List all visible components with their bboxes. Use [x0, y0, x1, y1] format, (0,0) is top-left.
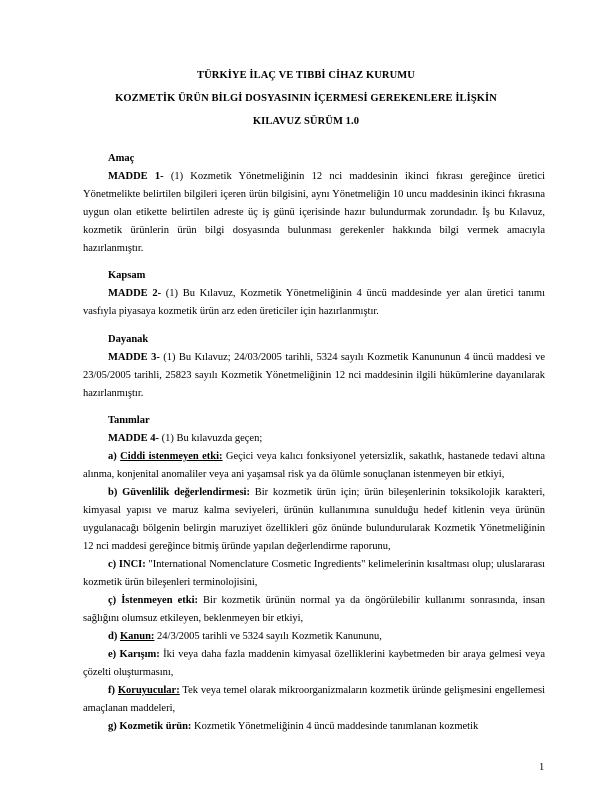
section-heading: Amaç — [108, 153, 135, 164]
definition-item — [83, 682, 545, 718]
definition-text: 24/3/2005 tarihli ve 5324 sayılı Kozmetik Kanununu, — [154, 631, 382, 642]
definition-term: Kozmetik ürün: — [119, 721, 192, 732]
definition-item — [83, 628, 545, 646]
definition-letter: b) — [108, 487, 123, 498]
document-title-line-2: KOZMETİK ÜRÜN BİLGİ DOSYASININ İÇERMESİ GEREKENLERE İLİŞKİN — [115, 93, 497, 104]
document-title-line-1: TÜRKİYE İLAÇ VE TIBBİ CİHAZ KURUMU — [196, 70, 415, 81]
definition-item — [83, 484, 545, 556]
page-number: 1 — [539, 762, 545, 773]
definition-letter: c) — [108, 559, 119, 570]
definition-term: Karışım: — [119, 649, 160, 660]
section-heading: Dayanak — [108, 334, 149, 345]
document-title-line-3: KILAVUZ SÜRÜM 1.0 — [252, 116, 360, 127]
definition-item — [83, 448, 545, 484]
definition-letter: e) — [108, 649, 120, 660]
definition-text: Bir kozmetik ürün için; ürün bileşenlerinin toksikolojik karakteri, kimyasal yapısı ve maruz kalma seviyeleri, ürünün kullanımına sunulduğu hedef kitlenin veya ürünün uygulanacağı bölgenin belirgin maruziyet özellikleri göz önünde bulundurularak Kozmetik Yönetmeliğinin 12 nci maddesi gereğince bitmiş üründe yapılan değerlendirme raporunu, — [83, 487, 546, 552]
section-tanimlar — [83, 412, 545, 736]
definition-letter: ç) — [108, 595, 122, 606]
paragraph-text: (1) Kozmetik Yönetmeliğinin 12 nci maddesinin ikinci fıkrası gereğince üretici Yönetmelikte belirtilen bilgileri içeren ürün bilgisini, aynı Yönetmeliğin 10 uncu maddesinin ikinci fıkrasına uygun olan etikette belirtilen adreste üç iş günü içerisinde hazır bulundurmak zorundadır. İş bu Kılavuz, kozmetik ürünlerin ürün bilgi dosyasında bulunması gerekenler hakkında bilgi vermek amacıyla hazırlanmıştır. — [83, 171, 545, 254]
section-paragraph — [83, 349, 545, 403]
definition-item — [83, 556, 545, 592]
section-kapsam — [83, 267, 545, 321]
madde-label: MADDE 2- — [108, 288, 162, 299]
definition-text: Geçici veya kalıcı fonksiyonel yetersizlik, sakatlık, hastanede tedavi altına alınma, konjenital anomaliler veya ani yaşamsal risk ya da ölümle sonuçlanan istenmeyen bir etkiyi, — [83, 451, 545, 480]
definition-item — [83, 646, 545, 682]
paragraph-text: (1) Bu Kılavuz; 24/03/2005 tarihli, 5324 sayılı Kozmetik Kanununun 4 üncü maddesi ve 23/05/2005 tarihli, 25823 sayılı Kozmetik Yönetmeliğinin 12 nci maddesinin ilgili hükümlerine dayanılarak hazırlanmıştır. — [83, 352, 545, 399]
definition-term: Güvenlilik değerlendirmesi: — [122, 487, 250, 498]
section-heading: Kapsam — [108, 270, 146, 281]
section-amac — [83, 150, 545, 258]
definition-letter: d) — [108, 631, 120, 642]
paragraph-text: (1) Bu kılavuzda geçen; — [159, 433, 263, 444]
definition-text: Tek veya temel olarak mikroorganizmaların kozmetik üründe gelişmesini engellemesi amaçlanan maddeleri, — [83, 685, 545, 714]
definition-letter: g) — [108, 721, 120, 732]
section-paragraph — [83, 168, 545, 258]
section-heading: Tanımlar — [108, 415, 150, 426]
definition-term: INCI: — [118, 559, 146, 570]
definition-term: Koruyucular: — [117, 685, 180, 696]
definition-text: "International Nomenclature Cosmetic Ingredients" kelimelerinin kısaltması olup; uluslararası kozmetik ürün bileşenleri terminolojisini, — [83, 559, 545, 588]
madde-label: MADDE 4- — [108, 433, 160, 444]
definition-term: Ciddi istenmeyen etki: — [120, 451, 223, 462]
definition-term: Kanun: — [119, 631, 155, 642]
section-paragraph — [83, 285, 545, 321]
section-dayanak — [83, 331, 545, 403]
definition-item — [83, 592, 545, 628]
section-intro — [83, 430, 545, 448]
paragraph-text: (1) Bu Kılavuz, Kozmetik Yönetmeliğinin 4 üncü maddesinde yer alan üretici tanımı vasfıyla piyasaya kozmetik ürün arz eden üreticiler için hazırlanmıştır. — [83, 288, 545, 317]
definition-text: Bir kozmetik ürünün normal ya da öngörülebilir kullanımı sonrasında, insan sağlığını olumsuz etkileyen, beklenmeyen bir etkiyi, — [83, 595, 545, 624]
definition-letter: a) — [108, 451, 121, 462]
definition-term: İstenmeyen etki: — [121, 595, 198, 606]
definition-text: Kozmetik Yönetmeliğinin 4 üncü maddesinde tanımlanan kozmetik — [191, 721, 479, 732]
madde-label: MADDE 3- — [108, 352, 160, 363]
definition-text: İki veya daha fazla maddenin kimyasal özelliklerini kaybetmeden bir araya gelmesi veya çözelti oluşturmasını, — [83, 649, 545, 678]
madde-label: MADDE 1- — [108, 171, 164, 182]
definition-item — [83, 718, 545, 736]
definition-letter: f) — [108, 685, 118, 696]
